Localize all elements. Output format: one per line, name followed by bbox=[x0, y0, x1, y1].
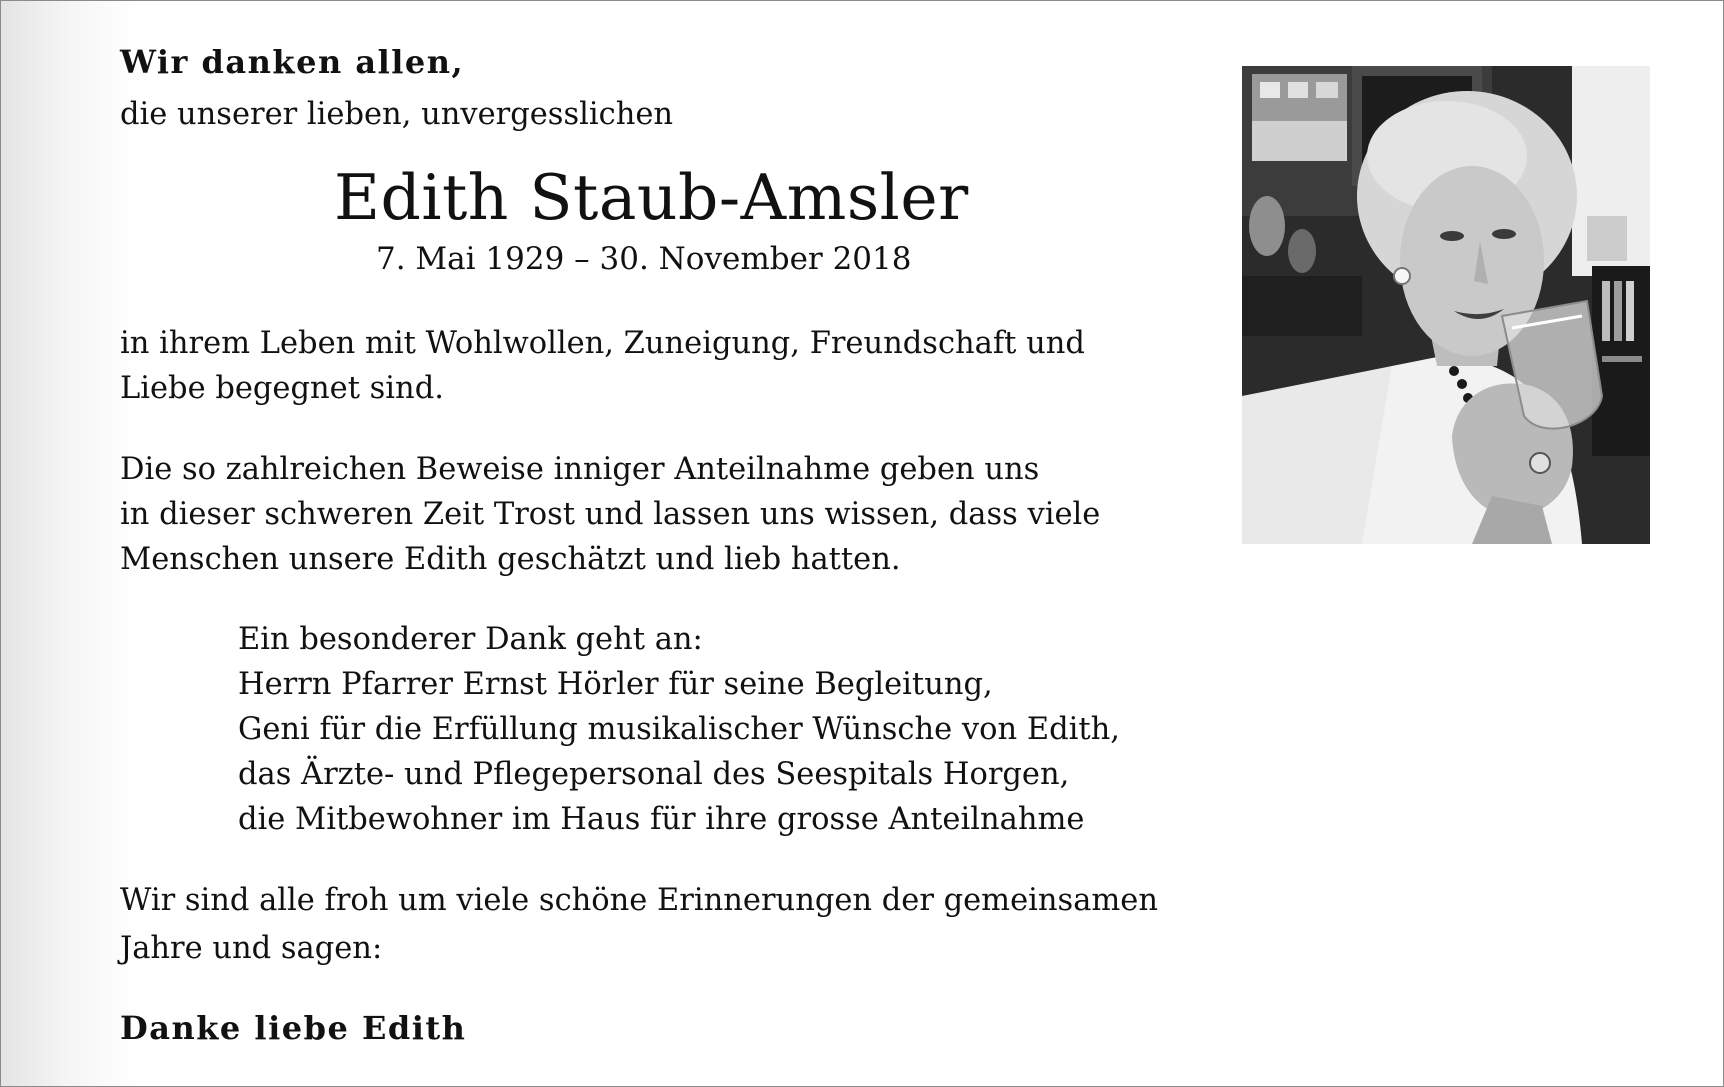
text-line: in ihrem Leben mit Wohlwollen, Zuneigung, Freundschaft und bbox=[120, 326, 1085, 361]
text-line: Wir sind alle froh um viele schöne Erinnerungen der gemeinsamen bbox=[120, 883, 1158, 918]
special-thanks-list bbox=[238, 617, 1120, 842]
text-line: in dieser schweren Zeit Trost und lassen uns wissen, dass viele bbox=[120, 497, 1101, 532]
paragraph-condolences bbox=[120, 447, 1100, 582]
text-line: Die so zahlreichen Beweise inniger Anteilnahme geben uns bbox=[120, 452, 1040, 487]
portrait-illustration bbox=[1242, 66, 1650, 544]
text-line: Jahre und sagen: bbox=[120, 931, 383, 966]
special-thanks-item: die Mitbewohner im Haus für ihre grosse Anteilnahme bbox=[238, 802, 1085, 837]
portrait-photo bbox=[1242, 66, 1650, 544]
life-dates: 7. Mai 1929 – 30. November 2018 bbox=[376, 241, 912, 277]
intro-line: die unserer lieben, unvergesslichen bbox=[120, 97, 674, 132]
text-line: Liebe begegnet sind. bbox=[120, 371, 444, 406]
closing-line: Danke liebe Edith bbox=[120, 1009, 467, 1047]
paragraph-gratitude bbox=[120, 321, 1085, 411]
deceased-name: Edith Staub-Amsler bbox=[334, 161, 969, 234]
special-thanks-item: Herrn Pfarrer Ernst Hörler für seine Begleitung, bbox=[238, 667, 993, 702]
heading: Wir danken allen, bbox=[120, 43, 465, 81]
special-thanks-intro: Ein besonderer Dank geht an: bbox=[238, 622, 703, 657]
special-thanks-item: Geni für die Erfüllung musikalischer Wünsche von Edith, bbox=[238, 712, 1120, 747]
text-line: Menschen unsere Edith geschätzt und lieb hatten. bbox=[120, 542, 901, 577]
paragraph-memories bbox=[120, 877, 1158, 973]
special-thanks-item: das Ärzte- und Pflegepersonal des Seespitals Horgen, bbox=[238, 757, 1070, 792]
